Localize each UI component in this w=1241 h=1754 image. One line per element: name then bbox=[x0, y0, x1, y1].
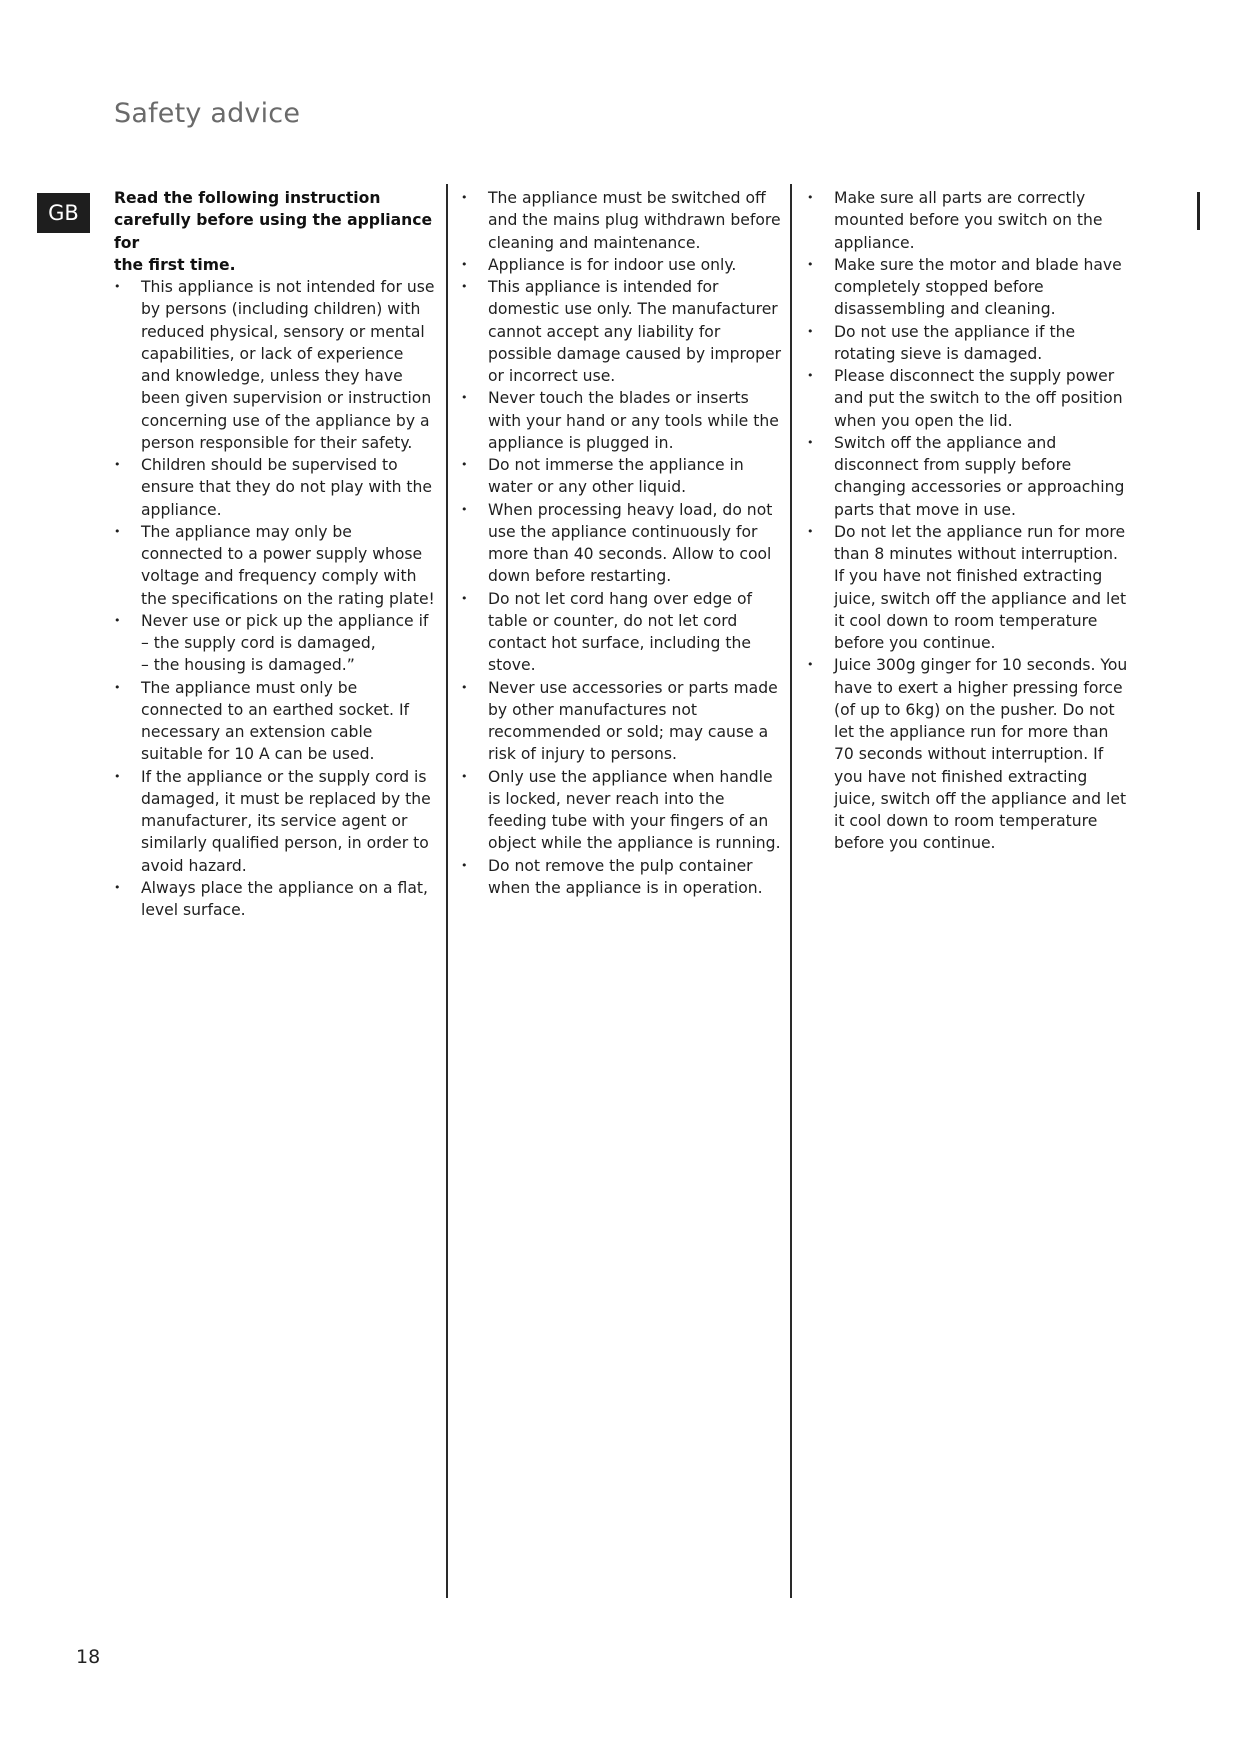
safety-item: • Do not let cord hang over edge of table or counter, do not let cord contact hot surface, including the stove. bbox=[461, 588, 786, 677]
safety-item: • Please disconnect the supply power and put the switch to the off position when you open the lid. bbox=[807, 365, 1132, 432]
column-divider bbox=[446, 184, 448, 1598]
page-title: Safety advice bbox=[114, 98, 301, 129]
safety-list-2 bbox=[461, 187, 786, 899]
safety-item: • Do not let the appliance run for more than 8 minutes without interruption. If you have not finished extracting juice, switch off the appliance and let it cool down to room temperature before you continue. bbox=[807, 521, 1132, 655]
safety-item: • This appliance is not intended for use by persons (including children) with reduced physical, sensory or mental capabilities, or lack of experience and knowledge, unless they have been given supervision or instruction concerning use of the appliance by a person responsible for their safety. bbox=[114, 276, 436, 454]
safety-item: • Only use the appliance when handle is locked, never reach into the feeding tube with your fingers of an object while the appliance is running. bbox=[461, 766, 786, 855]
safety-item: • The appliance must be switched off and the mains plug withdrawn before cleaning and maintenance. bbox=[461, 187, 786, 254]
safety-item: • Never touch the blades or inserts with your hand or any tools while the appliance is plugged in. bbox=[461, 387, 786, 454]
safety-item: • Appliance is for indoor use only. bbox=[461, 254, 786, 276]
safety-item: • Always place the appliance on a flat, level surface. bbox=[114, 877, 436, 922]
page-number: 18 bbox=[76, 1646, 101, 1668]
safety-item: • When processing heavy load, do not use the appliance continuously for more than 40 seconds. Allow to cool down before restarting. bbox=[461, 499, 786, 588]
safety-item: • The appliance may only be connected to a power supply whose voltage and frequency comply with the specifications on the rating plate! bbox=[114, 521, 436, 610]
safety-item: • Switch off the appliance and disconnect from supply before changing accessories or approaching parts that move in use. bbox=[807, 432, 1132, 521]
column-1 bbox=[114, 187, 436, 921]
language-badge: GB bbox=[37, 193, 90, 233]
intro-heading bbox=[114, 187, 436, 276]
intro-line: carefully before using the appliance for bbox=[114, 211, 433, 252]
safety-item: • Make sure the motor and blade have completely stopped before disassembling and cleaning. bbox=[807, 254, 1132, 321]
safety-item: • Do not use the appliance if the rotating sieve is damaged. bbox=[807, 321, 1132, 366]
safety-item: • Do not remove the pulp container when the appliance is in operation. bbox=[461, 855, 786, 900]
edge-marker bbox=[1197, 192, 1200, 230]
column-2 bbox=[461, 187, 786, 899]
column-3 bbox=[807, 187, 1132, 855]
safety-item: • Never use or pick up the appliance if – the supply cord is damaged, – the housing is damaged.” bbox=[114, 610, 436, 677]
safety-item: • Juice 300g ginger for 10 seconds. You have to exert a higher pressing force (of up to 6kg) on the pusher. Do not let the appliance run for more than 70 seconds without interruption. If you have not finished extracting juice, switch off the appliance and let it cool down to room temperature before you continue. bbox=[807, 654, 1132, 854]
safety-item: • Never use accessories or parts made by other manufactures not recommended or sold; may cause a risk of injury to persons. bbox=[461, 677, 786, 766]
safety-item: • This appliance is intended for domestic use only. The manufacturer cannot accept any liability for possible damage caused by improper or incorrect use. bbox=[461, 276, 786, 387]
safety-item: • Do not immerse the appliance in water or any other liquid. bbox=[461, 454, 786, 499]
intro-line: the first time. bbox=[114, 255, 236, 274]
safety-item: • If the appliance or the supply cord is damaged, it must be replaced by the manufacturer, its service agent or similarly qualified person, in order to avoid hazard. bbox=[114, 766, 436, 877]
column-divider bbox=[790, 184, 792, 1598]
safety-item: • Children should be supervised to ensure that they do not play with the appliance. bbox=[114, 454, 436, 521]
safety-list-1 bbox=[114, 276, 436, 921]
safety-list-3 bbox=[807, 187, 1132, 855]
intro-line: Read the following instruction bbox=[114, 189, 381, 207]
safety-item: • The appliance must only be connected to an earthed socket. If necessary an extension cable suitable for 10 A can be used. bbox=[114, 677, 436, 766]
safety-item: • Make sure all parts are correctly mounted before you switch on the appliance. bbox=[807, 187, 1132, 254]
